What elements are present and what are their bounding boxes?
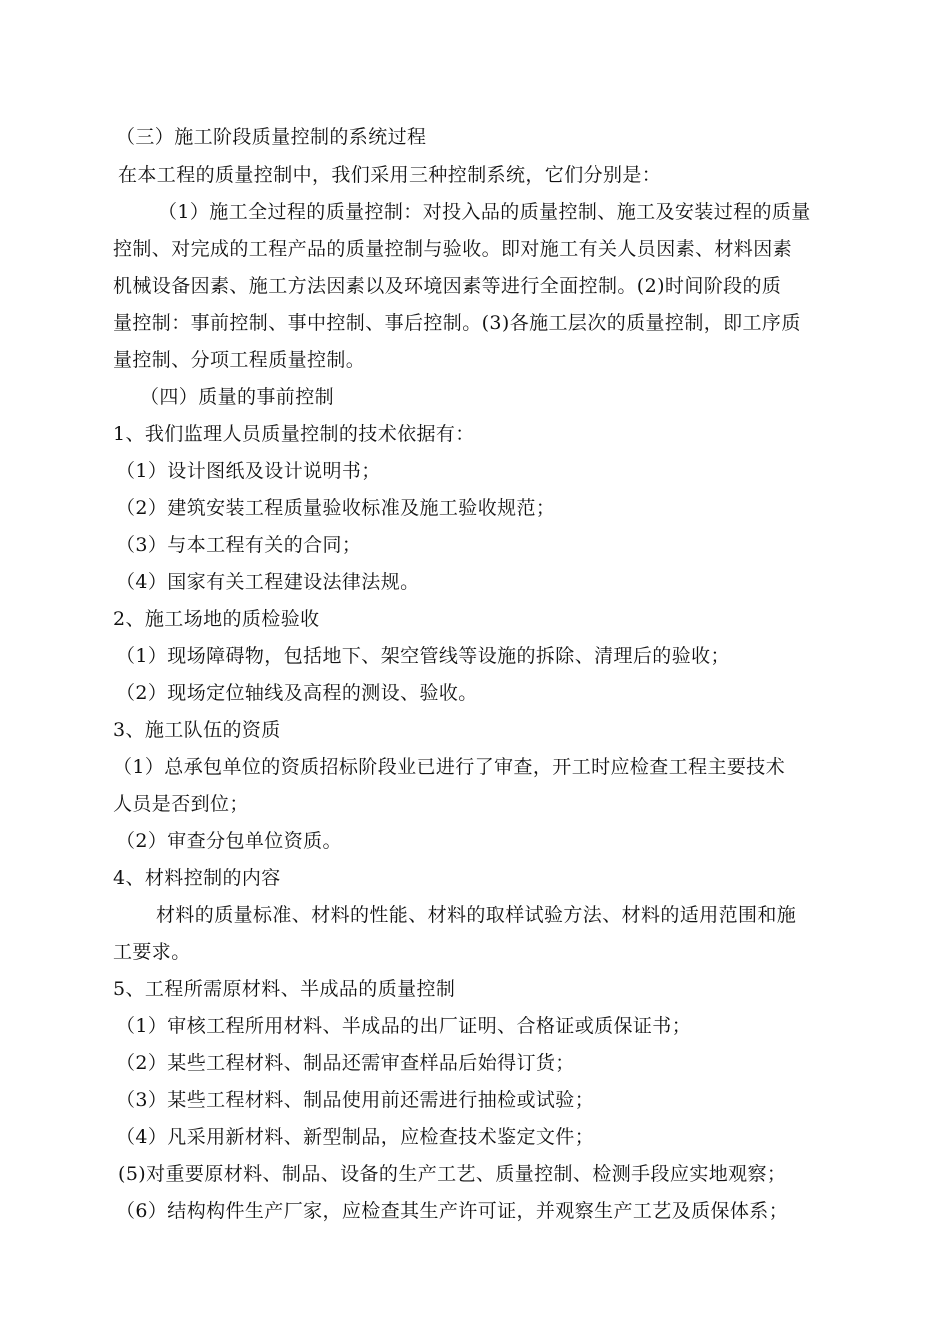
list-item: （2）审查分包单位资质。 xyxy=(116,830,342,852)
paragraph-line: 控制、对完成的工程产品的质量控制与验收。即对施工有关人员因素、材料因素 xyxy=(113,238,793,260)
list-item: （2）某些工程材料、制品还需审查样品后始得订货； xyxy=(116,1052,575,1074)
list-item: （4）国家有关工程建设法律法规。 xyxy=(116,571,420,593)
list-item: （1）现场障碍物，包括地下、架空管线等设施的拆除、清理后的验收； xyxy=(116,645,730,667)
list-item-continuation: 人员是否到位； xyxy=(113,793,249,815)
list-item: （1）设计图纸及设计说明书； xyxy=(116,460,381,482)
list-item: (5)对重要原材料、制品、设备的生产工艺、质量控制、检测手段应实地观察； xyxy=(118,1163,787,1185)
numbered-heading: 3、施工队伍的资质 xyxy=(113,719,281,741)
paragraph-line: 工要求。 xyxy=(113,941,191,963)
numbered-heading: 4、材料控制的内容 xyxy=(113,867,281,889)
list-item: （1）总承包单位的资质招标阶段业已进行了审查，开工时应检查工程主要技术 xyxy=(113,756,786,778)
paragraph-line: 在本工程的质量控制中，我们采用三种控制系统，它们分别是： xyxy=(118,164,662,186)
paragraph-line: 量控制、分项工程质量控制。 xyxy=(113,349,366,371)
numbered-heading: 5、工程所需原材料、半成品的质量控制 xyxy=(113,978,456,1000)
section-heading: （四）质量的事前控制 xyxy=(140,386,335,408)
paragraph-line: （1）施工全过程的质量控制：对投入品的质量控制、施工及安装过程的质量 xyxy=(158,201,811,223)
numbered-heading: 1、我们监理人员质量控制的技术依据有： xyxy=(113,423,475,445)
section-heading: （三）施工阶段质量控制的系统过程 xyxy=(116,126,427,148)
list-item: （4）凡采用新材料、新型制品，应检查技术鉴定文件； xyxy=(116,1126,595,1148)
list-item: （2）建筑安装工程质量验收标准及施工验收规范； xyxy=(116,497,556,519)
list-item: （3）与本工程有关的合同； xyxy=(116,534,362,556)
paragraph-line: 机械设备因素、施工方法因素以及环境因素等进行全面控制。(2)时间阶段的质 xyxy=(113,275,782,297)
list-item: （6）结构构件生产厂家，应检查其生产许可证，并观察生产工艺及质保体系； xyxy=(116,1200,789,1222)
list-item: （3）某些工程材料、制品使用前还需进行抽检或试验； xyxy=(116,1089,595,1111)
paragraph-line: 材料的质量标准、材料的性能、材料的取样试验方法、材料的适用范围和施 xyxy=(156,904,797,926)
paragraph-line: 量控制：事前控制、事中控制、事后控制。(3)各施工层次的质量控制，即工序质 xyxy=(113,312,801,334)
list-item: （2）现场定位轴线及高程的测设、验收。 xyxy=(116,682,478,704)
numbered-heading: 2、施工场地的质检验收 xyxy=(113,608,320,630)
list-item: （1）审核工程所用材料、半成品的出厂证明、合格证或质保证书； xyxy=(116,1015,692,1037)
